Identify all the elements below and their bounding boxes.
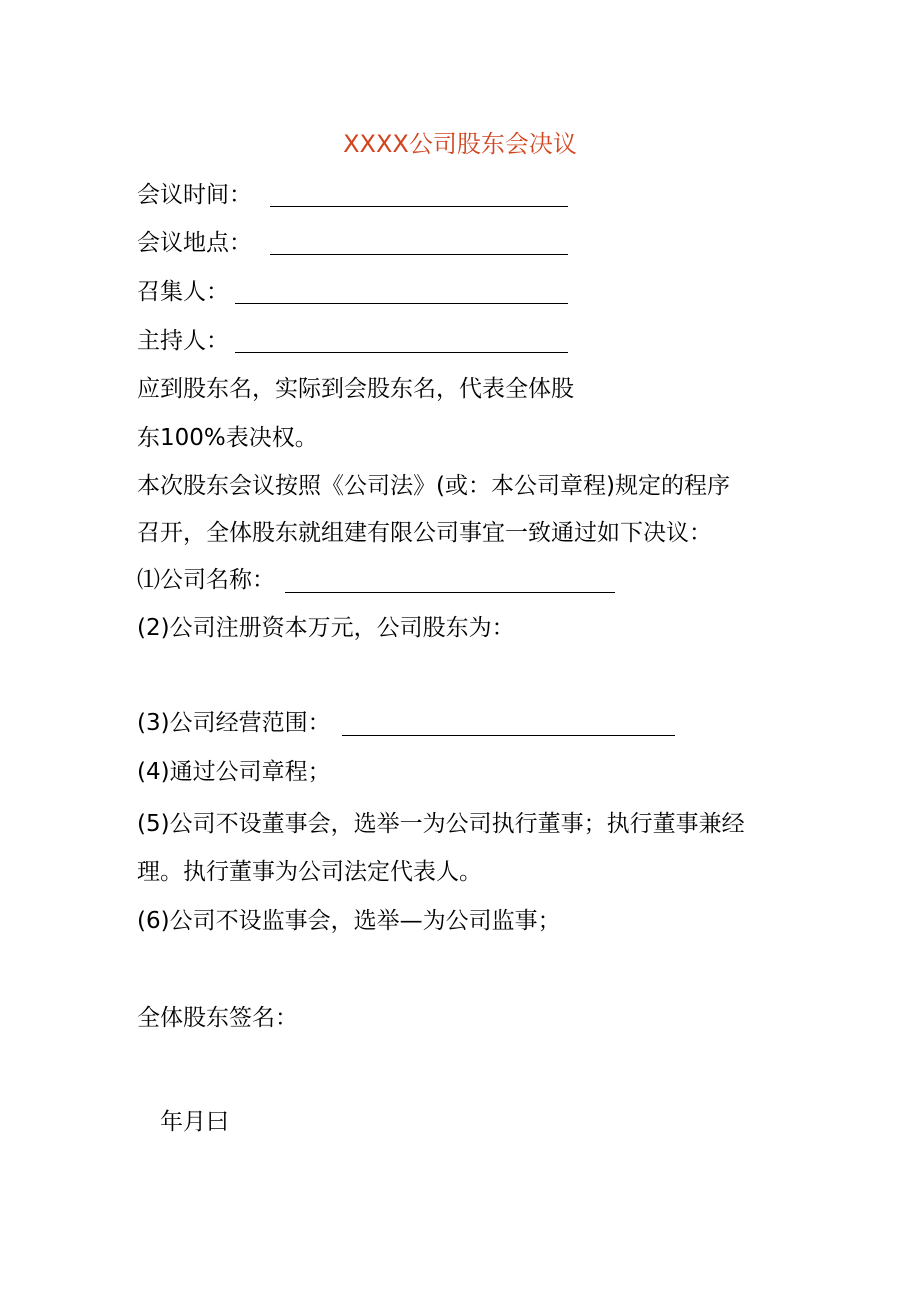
resolution-item-4: (4)通过公司章程； xyxy=(137,759,331,785)
intro-line-1: 本次股东会议按照《公司法》(或：本公司章程)规定的程序 xyxy=(137,473,730,499)
resolution-item-2: (2)公司注册资本万元，公司股东为： xyxy=(137,615,515,641)
meeting-time-blank xyxy=(270,206,568,207)
signature-label: 全体股东签名： xyxy=(137,1005,298,1031)
resolution-item-1: ⑴公司名称： xyxy=(137,567,275,593)
attendance-line-1: 应到股东名，实际到会股东名，代表全体股 xyxy=(137,376,574,402)
intro-line-2: 召开，全体股东就组建有限公司事宜一致通过如下决议： xyxy=(137,520,712,546)
meeting-place-blank xyxy=(270,254,568,255)
convener-label: 召集人： xyxy=(137,279,229,305)
page-title: XXXX公司股东会决议 xyxy=(343,130,577,158)
host-blank xyxy=(235,352,568,353)
company-name-blank xyxy=(285,592,615,593)
resolution-item-3: (3)公司经营范围： xyxy=(137,710,331,736)
business-scope-blank xyxy=(342,735,675,736)
meeting-time-label: 会议时间： xyxy=(137,182,252,208)
resolution-item-5-line-1: (5)公司不设董事会，选举一为公司执行董事；执行董事兼经 xyxy=(137,811,745,837)
host-label: 主持人： xyxy=(137,328,229,354)
resolution-item-6: (6)公司不设监事会，选举—为公司监事； xyxy=(137,908,561,934)
attendance-line-2: 东100%表决权。 xyxy=(137,425,318,451)
resolution-item-5-line-2: 理。执行董事为公司法定代表人。 xyxy=(137,859,482,885)
date-label: 年月曰 xyxy=(160,1109,229,1135)
convener-blank xyxy=(235,303,568,304)
meeting-place-label: 会议地点： xyxy=(137,230,252,256)
